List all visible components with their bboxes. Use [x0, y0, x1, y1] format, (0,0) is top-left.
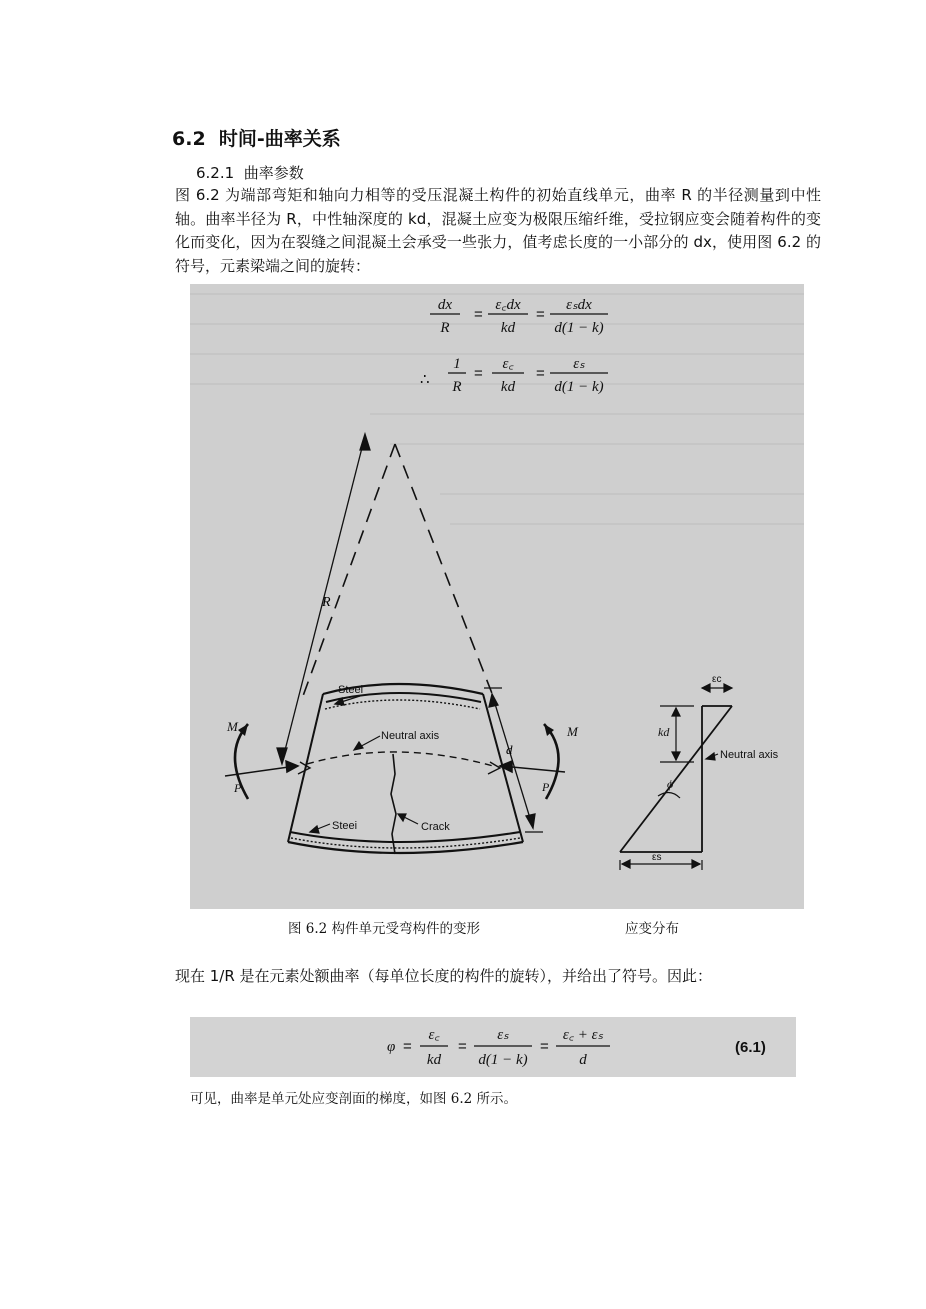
paragraph-2: 现在 1/R 是在元素处额曲率（每单位长度的构件的旋转），并给出了符号。因此：: [175, 967, 713, 985]
eq61-t2-den: d(1 − k): [478, 1052, 528, 1068]
therefore-symbol: ∴: [420, 371, 430, 388]
subsection-heading: [196, 162, 304, 183]
closing-note: 可见，曲率是单元处应变剖面的梯度，如图 6.2 所示。: [190, 1091, 518, 1107]
label-crack: Crack: [421, 821, 450, 833]
equation-background: [190, 1017, 796, 1077]
eq-e-den: kd: [500, 379, 516, 395]
eq-b-num: ε꜀dx: [495, 297, 521, 313]
eq-e-num: ε꜀: [502, 356, 514, 372]
label-M-left: M: [227, 719, 238, 734]
eq61-t3-den: d: [579, 1052, 587, 1068]
eq-equals-3: =: [474, 365, 483, 382]
eq-f-den: d(1 − k): [554, 379, 604, 395]
figure-caption-left: 图 6.2 构件单元受弯构件的变形: [288, 921, 481, 937]
eq61-t1-den: kd: [426, 1052, 442, 1068]
equation-6-1: [190, 1017, 796, 1077]
figure-caption-right: 应变分布: [625, 921, 679, 937]
eq61-lhs: φ: [387, 1039, 396, 1055]
subsection-title: 曲率参数: [243, 164, 304, 182]
label-neutral-axis: Neutral axis: [381, 730, 440, 742]
label-P-left: P: [234, 781, 242, 795]
eq-equals-1: =: [474, 306, 483, 323]
label-es: εs: [652, 852, 662, 863]
section-title: 时间-曲率关系: [218, 128, 341, 150]
section-number: 6.2: [172, 128, 206, 150]
eq61-t1-num: ε꜀: [428, 1027, 440, 1043]
paragraph-1: 图 6.2 为端部弯矩和轴向力相等的受压混凝土构件的初始直线单元，曲率 R 的半径测量到中性轴。曲率半径为 R，中性轴深度的 kd，混凝土应变为极限压缩纤维，受拉钢应变会随着构件的变化而变化，因为在裂缝之间混凝土会承受一些张力，值考虑长度的一小部分的 dx，使用图 6.2 的符号，元素梁端之间的旋转：: [175, 186, 821, 275]
eq61-equals-1: =: [403, 1038, 412, 1055]
eq61-tag: (6.1): [735, 1039, 766, 1056]
eq61-t2-num: εₛ: [497, 1027, 509, 1043]
eq61-equals-2: =: [458, 1038, 467, 1055]
eq-d-den: R: [452, 379, 462, 395]
label-P-right: P: [542, 780, 550, 794]
eq-equals-2: =: [536, 306, 545, 323]
label-R: R: [322, 595, 331, 610]
label-d: d: [506, 742, 513, 757]
eq-f-num: εₛ: [573, 356, 585, 372]
eq-c-den: d(1 − k): [554, 320, 604, 336]
label-steel-bottom: Steei: [332, 820, 358, 832]
eq-b-den: kd: [500, 320, 516, 336]
figure-6-2: [190, 284, 804, 909]
eq61-equals-3: =: [540, 1038, 549, 1055]
eq-c-num: εₛdx: [566, 297, 592, 313]
label-M-right: M: [567, 724, 578, 739]
eq-equals-4: =: [536, 365, 545, 382]
label-phi: ϕ: [667, 777, 674, 791]
eq-a-num: dx: [437, 297, 453, 313]
eq-d-num: 1: [453, 356, 461, 372]
label-steel-top: Steel: [338, 684, 364, 696]
subsection-number: 6.2.1: [196, 164, 235, 182]
eq61-t3-num: ε꜀ + εₛ: [562, 1027, 604, 1043]
label-neutral-axis-right: Neutral axis: [720, 749, 779, 761]
label-kd: kd: [658, 725, 670, 739]
eq-a-den: R: [440, 320, 450, 336]
figure-background: [190, 284, 804, 909]
label-ec: εc: [712, 674, 722, 685]
section-heading: [172, 124, 341, 151]
